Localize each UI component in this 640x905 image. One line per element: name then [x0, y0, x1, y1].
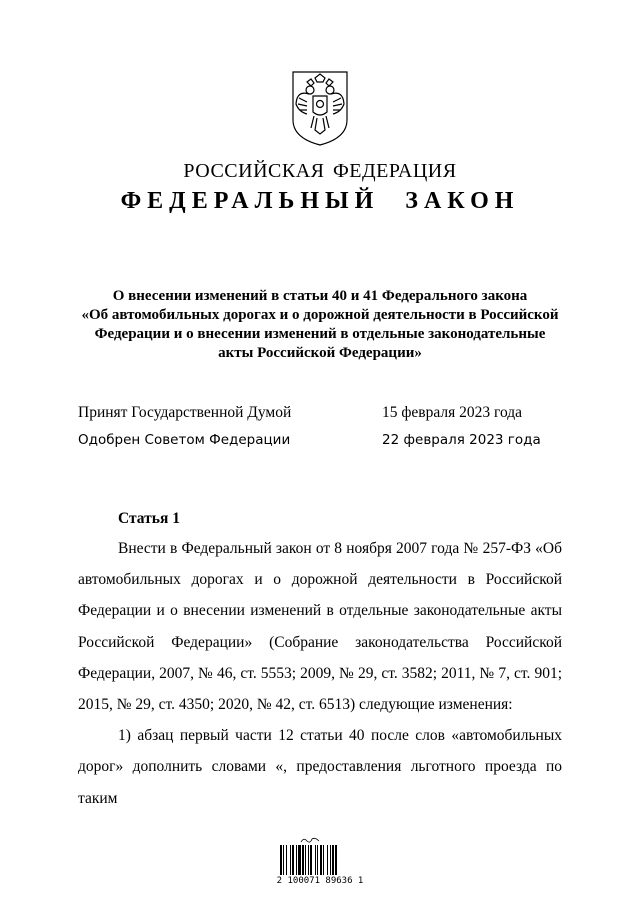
- law-title-line: О внесении изменений в статьи 40 и 41 Федерального закона: [112, 288, 528, 304]
- document-type: ФЕДЕРАЛЬНЫЙ ЗАКОН: [120, 188, 520, 214]
- coat-of-arms-icon: [287, 68, 353, 148]
- law-title: [60, 287, 580, 363]
- barcode-number: 2 100071 89636 1: [276, 876, 364, 886]
- council-approval-label: Одобрен Советом Федерации: [78, 432, 291, 448]
- article-paragraph: Внести в Федеральный закон от 8 ноября 2007 года № 257-ФЗ «Об автомобильных дорогах и о дорожной деятельности в Российской Федерации и о внесении изменений в отдельные законодательные акты Российской Федерации» (Собрание законодательства Российской Федерации, 2007, № 46, ст. 5553; 2009, № 29, ст. 3582; 2011, № 7, ст. 901; 2015, № 29, ст. 4350; 2020, № 42, ст. 6513) следующие изменения:: [78, 540, 562, 714]
- signature-mark-icon: [300, 836, 320, 844]
- council-approval-date: 22 февраля 2023 года: [382, 432, 541, 448]
- article-body: [78, 533, 562, 814]
- article-heading: Статья 1: [118, 510, 180, 527]
- law-title-line: «Об автомобильных дорогах и о дорожной деятельности в Российской: [81, 307, 559, 323]
- duma-adoption-date: 15 февраля 2023 года: [382, 404, 523, 421]
- law-title-line: акты Российской Федерации»: [218, 345, 422, 361]
- country-name: РОССИЙСКАЯ ФЕДЕРАЦИЯ: [183, 160, 457, 182]
- barcode-icon: [280, 845, 362, 877]
- article-paragraph: 1) абзац первый части 12 статьи 40 после слов «автомобильных дорог» дополнить словами «, предоставления льготного проезда по таким: [78, 727, 562, 807]
- duma-adoption-label: Принят Государственной Думой: [78, 404, 292, 421]
- law-title-line: Федерации и о внесении изменений в отдельные законодательные: [94, 326, 546, 342]
